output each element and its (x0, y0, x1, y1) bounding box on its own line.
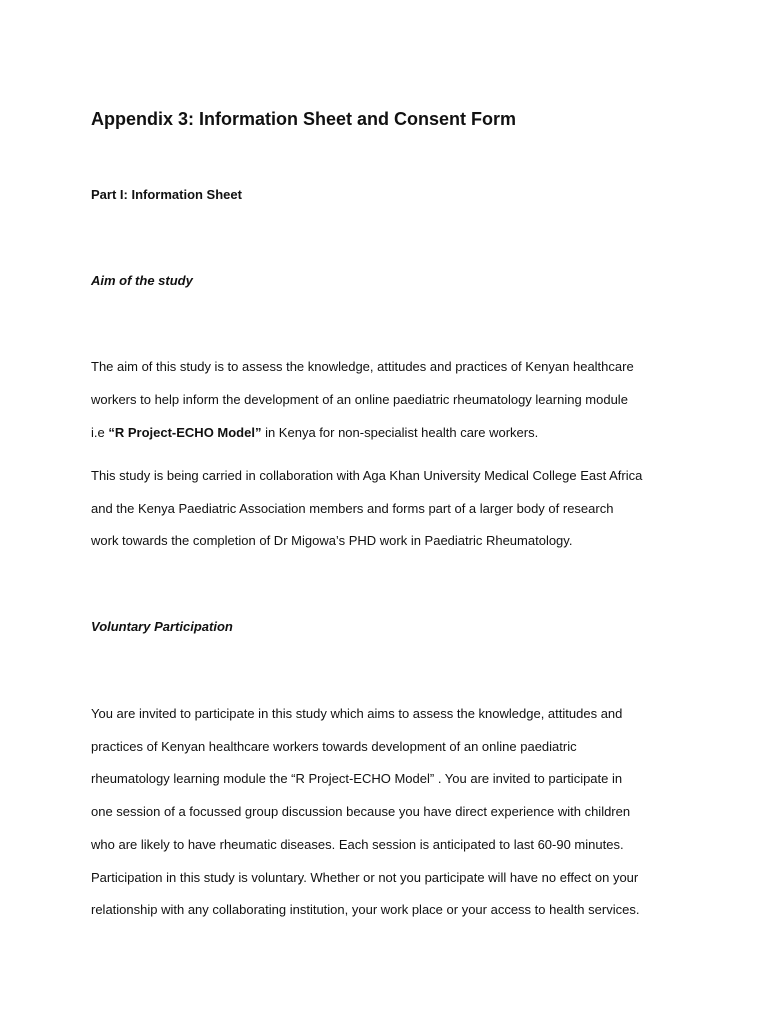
aim-para1-line3 (91, 425, 538, 441)
part-heading: Part I: Information Sheet (91, 187, 242, 202)
voluntary-line-7: relationship with any collaborating institution, your work place or your access to health services. (91, 902, 640, 917)
voluntary-heading: Voluntary Participation (91, 619, 233, 634)
voluntary-line-2: practices of Kenyan healthcare workers towards development of an online paediatric (91, 739, 577, 754)
aim-para1-line3-pre: i.e (91, 425, 109, 440)
voluntary-line-1: You are invited to participate in this study which aims to assess the knowledge, attitudes and (91, 706, 623, 721)
model-name-bold: “R Project-ECHO Model” (108, 425, 262, 440)
aim-para2-line3: work towards the completion of Dr Migowa’s PHD work in Paediatric Rheumatology. (91, 533, 573, 548)
aim-para1-line2: workers to help inform the development of an online paediatric rheumatology learning module (91, 392, 628, 407)
voluntary-line-3: rheumatology learning module the “R Project-ECHO Model” . You are invited to participate in (91, 771, 623, 786)
voluntary-line-4: one session of a focussed group discussion because you have direct experience with children (91, 804, 631, 819)
aim-para2-line1: This study is being carried in collaboration with Aga Khan University Medical College East Africa (91, 468, 643, 483)
voluntary-line-5: who are likely to have rheumatic diseases. Each session is anticipated to last 60-90 minutes. (91, 837, 624, 852)
aim-para1-line3-post: in Kenya for non-specialist health care workers. (261, 425, 539, 440)
aim-para1-line1: The aim of this study is to assess the knowledge, attitudes and practices of Kenyan healthcare (91, 359, 634, 374)
aim-para2-line2: and the Kenya Paediatric Association members and forms part of a larger body of research (91, 501, 614, 516)
aim-heading: Aim of the study (91, 273, 193, 288)
page-title: Appendix 3: Information Sheet and Consent Form (91, 109, 517, 129)
voluntary-line-6: Participation in this study is voluntary. Whether or not you participate will have no effect on your (91, 870, 639, 885)
